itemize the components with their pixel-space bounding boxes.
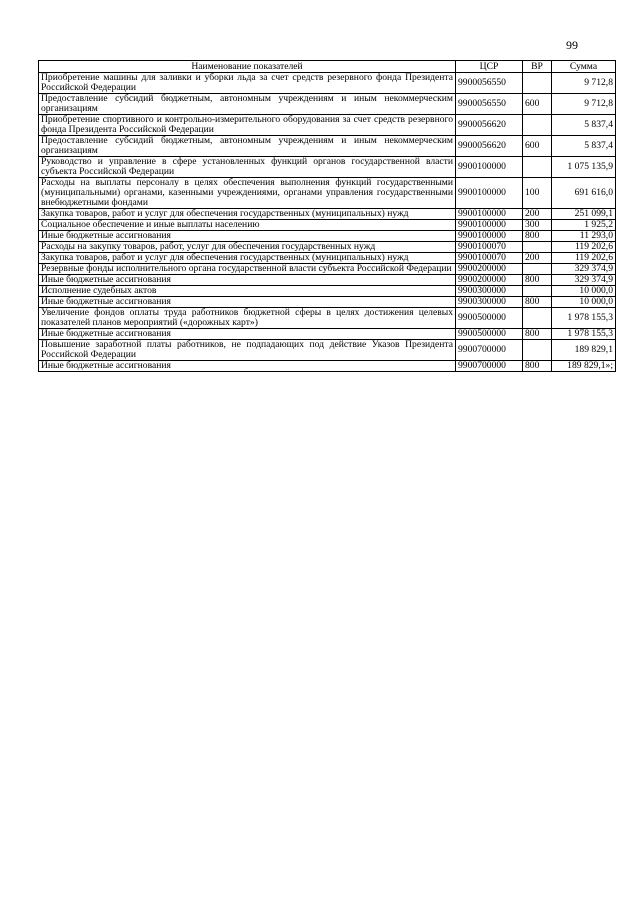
row-csr: 9900200000 xyxy=(456,264,523,275)
row-sum: 329 374,9 xyxy=(552,275,616,286)
row-csr: 9900056550 xyxy=(456,73,523,94)
row-sum: 9 712,8 xyxy=(552,94,616,115)
row-sum: 119 202,6 xyxy=(552,242,616,253)
row-vr: 200 xyxy=(523,209,552,220)
row-csr: 9900100070 xyxy=(456,253,523,264)
row-csr: 9900056550 xyxy=(456,94,523,115)
row-vr xyxy=(523,264,552,275)
row-vr: 600 xyxy=(523,136,552,157)
table-row xyxy=(39,136,616,157)
row-name: Приобретение машины для заливки и уборки льда за счет средств резервного фонда Президента Российской Федерации xyxy=(39,73,456,94)
header-name: Наименование показателей xyxy=(39,61,456,73)
row-vr xyxy=(523,286,552,297)
row-sum: 251 099,1 xyxy=(552,209,616,220)
row-vr: 200 xyxy=(523,253,552,264)
row-vr xyxy=(523,157,552,178)
header-sum: Сумма xyxy=(552,61,616,73)
header-csr: ЦСР xyxy=(456,61,523,73)
table-row xyxy=(39,361,616,372)
table-row xyxy=(39,73,616,94)
page-number: 99 xyxy=(566,38,578,52)
row-csr: 9900700000 xyxy=(456,340,523,361)
row-name: Исполнение судебных актов xyxy=(39,286,456,297)
header-vr: ВР xyxy=(523,61,552,73)
row-sum: 189 829,1»; xyxy=(552,361,616,372)
table-row xyxy=(39,286,616,297)
row-name: Иные бюджетные ассигнования xyxy=(39,275,456,286)
row-sum: 1 925,2 xyxy=(552,220,616,231)
row-name: Закупка товаров, работ и услуг для обеспечения государственных (муниципальных) нужд xyxy=(39,209,456,220)
row-name: Закупка товаров, работ и услуг для обеспечения государственных (муниципальных) нужд xyxy=(39,253,456,264)
row-name: Резервные фонды исполнительного органа государственной власти субъекта Российской Федерации xyxy=(39,264,456,275)
row-name: Иные бюджетные ассигнования xyxy=(39,297,456,308)
row-name: Предоставление субсидий бюджетным, автономным учреждениям и иным некоммерческим организациям xyxy=(39,136,456,157)
row-csr: 9900500000 xyxy=(456,308,523,329)
row-csr: 9900100000 xyxy=(456,209,523,220)
row-name: Предоставление субсидий бюджетным, автономным учреждениям и иным некоммерческим организациям xyxy=(39,94,456,115)
row-sum: 5 837,4 xyxy=(552,115,616,136)
row-sum: 1 075 135,9 xyxy=(552,157,616,178)
table-row xyxy=(39,115,616,136)
row-vr: 800 xyxy=(523,361,552,372)
row-vr: 800 xyxy=(523,297,552,308)
row-csr: 9900056620 xyxy=(456,115,523,136)
row-csr: 9900300000 xyxy=(456,286,523,297)
table-row xyxy=(39,242,616,253)
row-vr: 600 xyxy=(523,94,552,115)
table-row xyxy=(39,231,616,242)
row-sum: 10 000,0 xyxy=(552,286,616,297)
table-row xyxy=(39,178,616,209)
row-sum: 1 978 155,3 xyxy=(552,329,616,340)
row-csr: 9900100070 xyxy=(456,242,523,253)
table-row xyxy=(39,253,616,264)
table-row xyxy=(39,329,616,340)
row-csr: 9900100000 xyxy=(456,231,523,242)
table-row xyxy=(39,308,616,329)
row-csr: 9900200000 xyxy=(456,275,523,286)
row-vr xyxy=(523,242,552,253)
table-row xyxy=(39,264,616,275)
row-csr: 9900056620 xyxy=(456,136,523,157)
row-sum: 189 829,1 xyxy=(552,340,616,361)
row-name: Иные бюджетные ассигнования xyxy=(39,361,456,372)
row-sum: 11 293,0 xyxy=(552,231,616,242)
row-vr: 800 xyxy=(523,231,552,242)
row-csr: 9900500000 xyxy=(456,329,523,340)
table-row xyxy=(39,220,616,231)
row-vr xyxy=(523,340,552,361)
row-vr: 800 xyxy=(523,275,552,286)
row-csr: 9900100000 xyxy=(456,157,523,178)
row-sum: 10 000,0 xyxy=(552,297,616,308)
budget-table xyxy=(38,60,616,372)
row-name: Повышение заработной платы работников, не подпадающих под действие Указов Президента Российской Федерации xyxy=(39,340,456,361)
row-name: Увеличение фондов оплаты труда работников бюджетной сферы в целях достижения целевых показателей планов мероприятий («дорожных карт») xyxy=(39,308,456,329)
row-vr xyxy=(523,115,552,136)
row-vr xyxy=(523,73,552,94)
table-row xyxy=(39,297,616,308)
table-row xyxy=(39,94,616,115)
row-sum: 329 374,9 xyxy=(552,264,616,275)
row-name: Приобретение спортивного и контрольно-измерительного оборудования за счет средств резервного фонда Президента Российской Федерации xyxy=(39,115,456,136)
table-row xyxy=(39,157,616,178)
row-vr: 800 xyxy=(523,329,552,340)
table-row xyxy=(39,340,616,361)
table-row xyxy=(39,275,616,286)
row-name: Расходы на закупку товаров, работ, услуг для обеспечения государственных нужд xyxy=(39,242,456,253)
row-vr xyxy=(523,308,552,329)
row-sum: 119 202,6 xyxy=(552,253,616,264)
row-sum: 9 712,8 xyxy=(552,73,616,94)
row-csr: 9900100000 xyxy=(456,178,523,209)
row-csr: 9900300000 xyxy=(456,297,523,308)
row-name: Социальное обеспечение и иные выплаты населению xyxy=(39,220,456,231)
row-sum: 1 978 155,3 xyxy=(552,308,616,329)
row-name: Иные бюджетные ассигнования xyxy=(39,329,456,340)
row-vr: 300 xyxy=(523,220,552,231)
row-sum: 691 616,0 xyxy=(552,178,616,209)
table-row xyxy=(39,209,616,220)
row-csr: 9900100000 xyxy=(456,220,523,231)
table-header-row xyxy=(39,61,616,73)
row-name: Руководство и управление в сфере установленных функций органов государственной власти субъекта Российской Федерации xyxy=(39,157,456,178)
row-name: Иные бюджетные ассигнования xyxy=(39,231,456,242)
row-name: Расходы на выплаты персоналу в целях обеспечения выполнения функций государственными (муниципальными) органами, казенными учреждениями, органами управления государственными внебюджетными фондами xyxy=(39,178,456,209)
row-vr: 100 xyxy=(523,178,552,209)
row-sum: 5 837,4 xyxy=(552,136,616,157)
row-csr: 9900700000 xyxy=(456,361,523,372)
